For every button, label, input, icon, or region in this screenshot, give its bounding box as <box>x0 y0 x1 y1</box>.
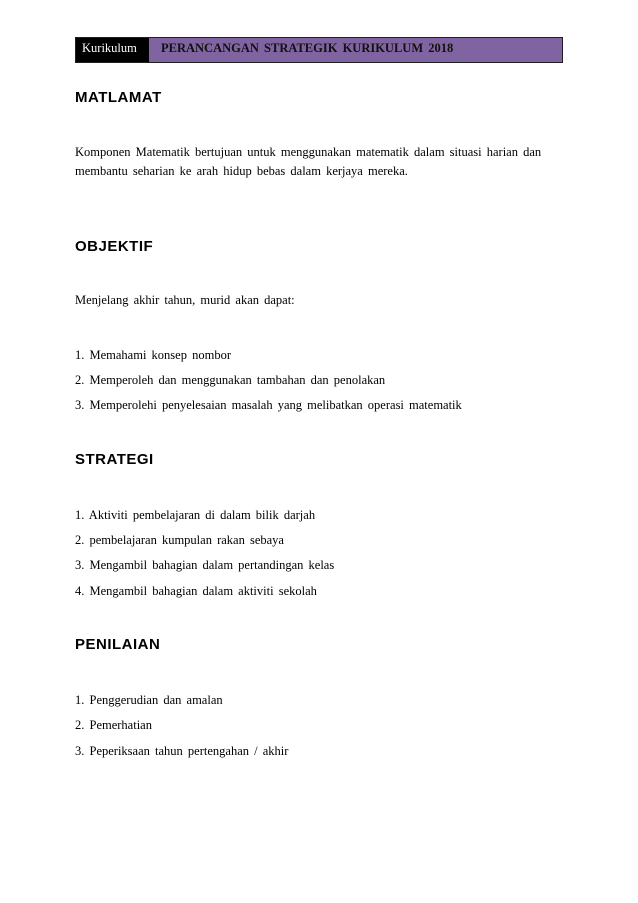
strategi-heading: STRATEGI <box>75 451 154 468</box>
objektif-intro: Menjelang akhir tahun, murid akan dapat: <box>75 293 295 307</box>
header-title: PERANCANGAN STRATEGIK KURIKULUM 2018 <box>149 38 562 62</box>
objektif-item: 1. Memahami konsep nombor <box>75 348 231 362</box>
penilaian-item: 2. Pemerhatian <box>75 718 152 732</box>
matlamat-heading: MATLAMAT <box>75 89 162 106</box>
objektif-item: 2. Memperoleh dan menggunakan tambahan dan penolakan <box>75 373 386 387</box>
document-header <box>75 37 563 63</box>
matlamat-text: Komponen Matematik bertujuan untuk menggunakan matematik dalam situasi harian dan membantu seharian ke arah hidup bebas dalam kerjaya mereka. <box>75 145 542 178</box>
penilaian-item: 3. Peperiksaan tahun pertengahan / akhir <box>75 744 289 758</box>
strategi-item: 2. pembelajaran kumpulan rakan sebaya <box>75 533 284 547</box>
penilaian-heading: PENILAIAN <box>75 636 161 653</box>
strategi-item: 3. Mengambil bahagian dalam pertandingan kelas <box>75 558 335 572</box>
strategi-item: 1. Aktiviti pembelajaran di dalam bilik darjah <box>75 508 316 522</box>
objektif-item: 3. Memperolehi penyelesaian masalah yang melibatkan operasi matematik <box>75 398 462 412</box>
header-label: Kurikulum <box>76 38 149 62</box>
penilaian-item: 1. Penggerudian dan amalan <box>75 693 223 707</box>
strategi-item: 4. Mengambil bahagian dalam aktiviti sekolah <box>75 584 317 598</box>
objektif-heading: OBJEKTIF <box>75 238 154 255</box>
